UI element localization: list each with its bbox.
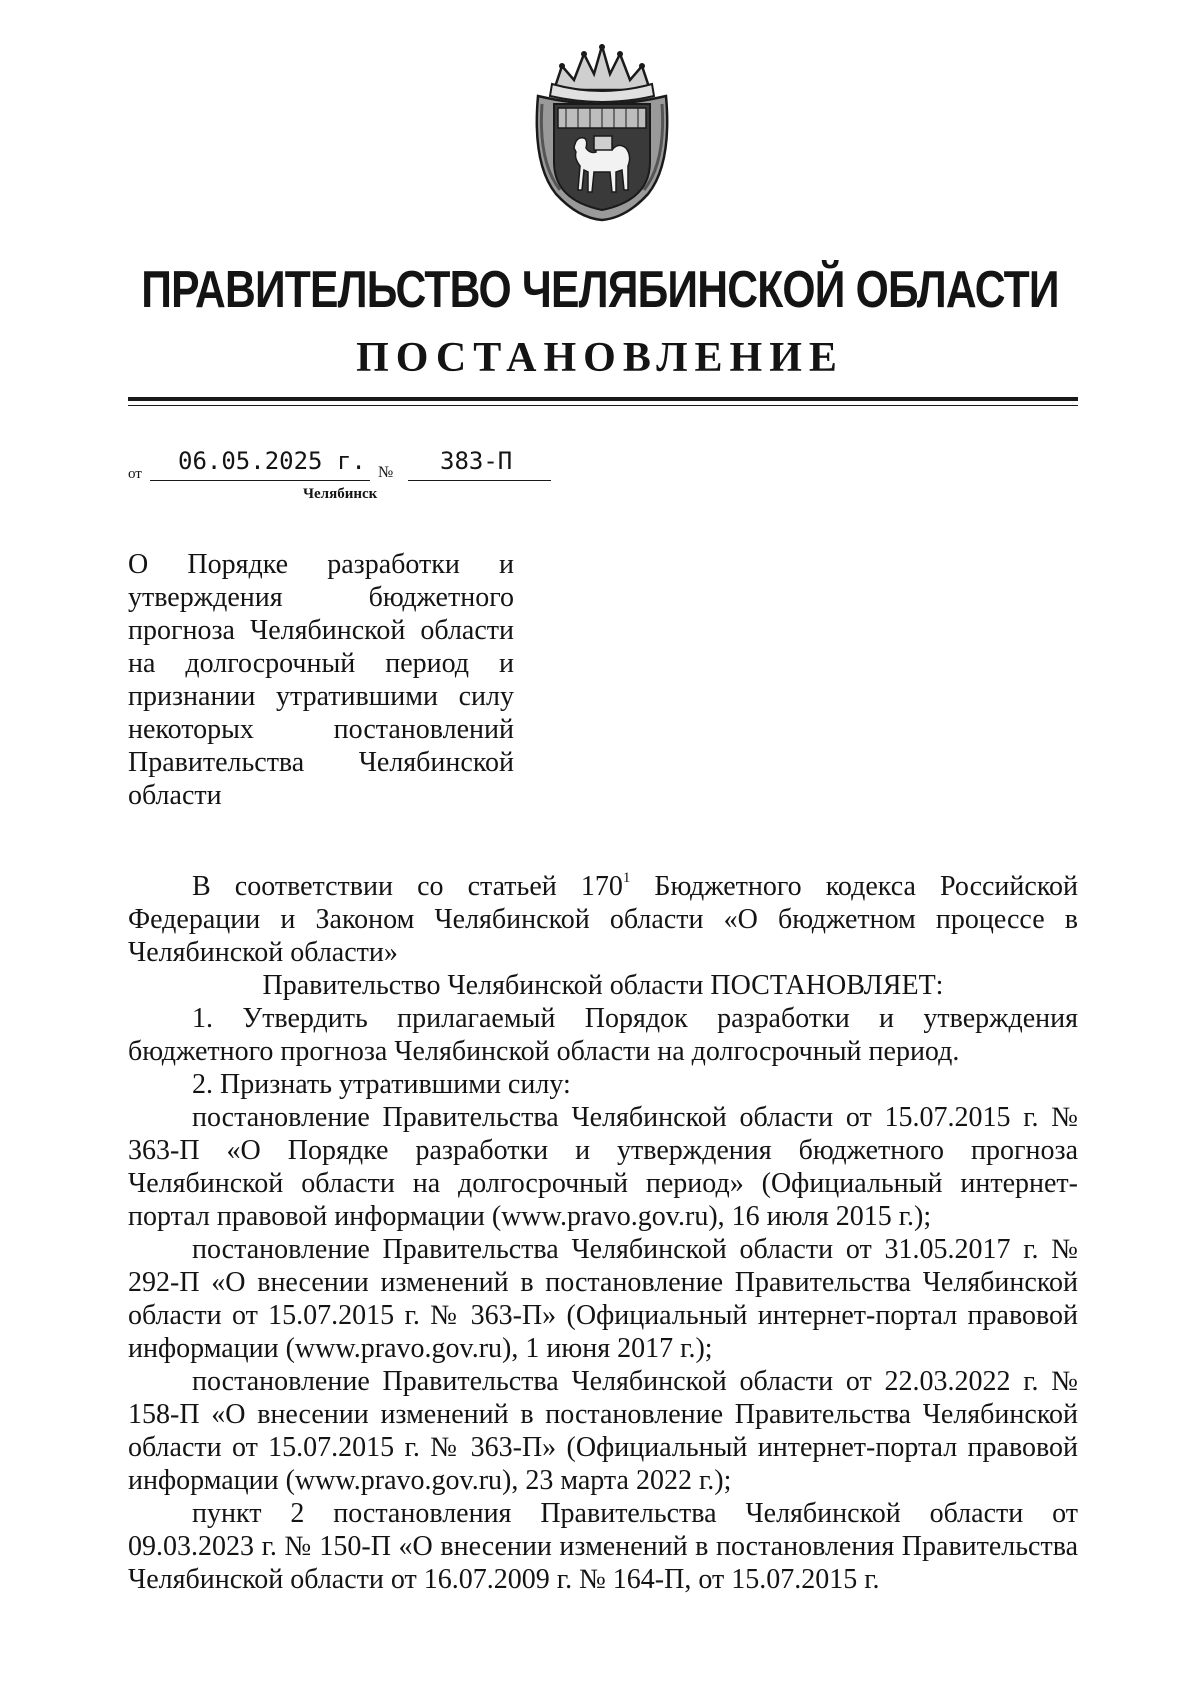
issue-city: Челябинск	[303, 486, 378, 502]
government-title: ПРАВИТЕЛЬСТВО ЧЕЛЯБИНСКОЙ ОБЛАСТИ	[141, 261, 1059, 319]
preamble-text-continued: Бюджетного кодекса Российской Федерации и Законом Челябинской области «О бюджетном процессе в Челябинской области»	[128, 871, 1078, 968]
resolves-paragraph: Правительство Челябинской области ПОСТАНОВЛЯЕТ:	[262, 970, 944, 1001]
repeal-paragraph-2: постановление Правительства Челябинской области от 31.05.2017 г. № 292-П «О внесении изменений в постановление Правительства Челябинской области от 15.07.2015 г. № 363-П» (Официальный интернет-портал правовой информации (www.pravo.gov.ru), 1 июня 2017 г.);	[128, 1234, 1078, 1364]
item-1-paragraph: 1. Утвердить прилагаемый Порядок разработки и утверждения бюджетного прогноза Челябинской области на долгосрочный период.	[128, 1003, 1078, 1067]
repeal-paragraph-1: постановление Правительства Челябинской области от 15.07.2015 г. № 363-П «О Порядке разработки и утверждения бюджетного прогноза Челябинской области на долгосрочный период» (Официальный интернет-портал правовой информации (www.pravo.gov.ru), 16 июля 2015 г.);	[128, 1102, 1078, 1232]
document-date: 06.05.2025 г.	[178, 447, 366, 475]
item-2-paragraph: 2. Признать утратившими силу:	[192, 1069, 571, 1100]
document-number: 383-П	[440, 447, 513, 475]
date-underline	[150, 480, 370, 481]
document-subject: О Порядке разработки и утверждения бюджетного прогноза Челябинской области на долгосрочный период и признании утратившими силу некоторых постановлений Правительства Челябинской области	[128, 549, 514, 811]
date-prefix-label: от	[128, 466, 142, 482]
document-type-heading: ПОСТАНОВЛЕНИЕ	[356, 335, 844, 381]
header-rule-thin	[128, 405, 1078, 406]
preamble-text: В соответствии со статьей 170	[192, 871, 623, 902]
number-sign-label: №	[378, 464, 394, 481]
number-underline	[408, 480, 551, 481]
repeal-paragraph-3: постановление Правительства Челябинской области от 22.03.2022 г. № 158-П «О внесении изменений в постановление Правительства Челябинской области от 15.07.2015 г. № 363-П» (Официальный интернет-портал правовой информации (www.pravo.gov.ru), 23 марта 2022 г.);	[128, 1366, 1078, 1496]
coat-of-arms-emblem	[532, 44, 672, 222]
header-rule-thick	[128, 397, 1078, 401]
document-body	[128, 870, 1078, 1596]
article-superscript: 1	[622, 870, 631, 886]
preamble-paragraph	[128, 870, 1078, 969]
repeal-paragraph-4: пункт 2 постановления Правительства Челябинской области от 09.03.2023 г. № 150-П «О внесении изменений в постановления Правительства Челябинской области от 16.07.2009 г. № 164-П, от 15.07.2015 г.	[128, 1498, 1078, 1595]
